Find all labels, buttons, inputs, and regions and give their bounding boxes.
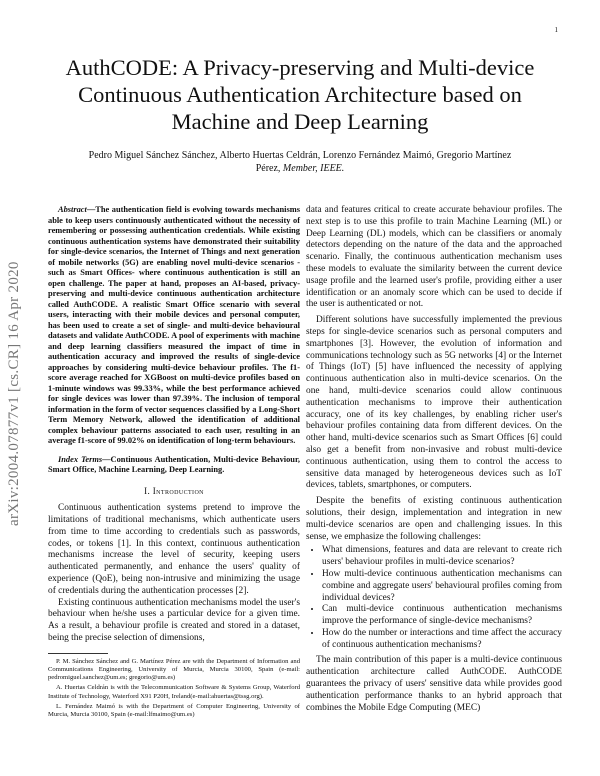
section-heading [48, 486, 300, 498]
challenge-list [306, 545, 562, 651]
page-number: 1 [554, 26, 558, 34]
paper-title: AuthCODE: A Privacy-preserving and Multi-device Continuous Authentication Architecture based on Machine and Deep Learning [65, 55, 535, 134]
section-number: I. [144, 485, 151, 496]
index-terms [48, 455, 300, 476]
author-names: Pedro Miguel Sánchez Sánchez, Alberto Huertas Celdrán, Lorenzo Fernández Maimó, Gregorio Martínez Pérez, [88, 150, 512, 174]
right-paragraph-2: Different solutions have successfully implemented the previous steps for single-device scenarios such as personal computers and smartphones [3]. However, the evolution of information and communications technology such as 5G networks [4] or the Internet of Things (IoT) [5] have influenced the necessity of applying continuous authentication also in multi-device scenarios. On the one hand, multi-device scenarios could allow continuous authentication mechanisms to improve their authentication accuracy, one of its key challenges, by enabling richer user's behaviour profiles containing data from different devices. On the other hand, multi-device scenarios such as Smart Offices [6] could also get a benefit from non-invasive and robust multi-device continuous authentication, using them to control the access to sensitive data managed by heterogeneous devices such as IoT devices, tablets, smartphones, or computers. [306, 315, 562, 491]
intro-paragraph-1: Continuous authentication systems pretend to improve the limitations of traditional mechanisms, which authenticate users from time to time according to credentials such as passwords, codes, or tokens [1]. In this context, continuous authentication mechanisms increase the level of security, keeping users authenticated permanently, and enhance the users' quality of experience (QoE), being non-intrusive and minimizing the usage of credentials during the authentication processes [2]. [48, 503, 300, 596]
footnote-2: A. Huertas Celdrán is with the Telecommunication Software & Systems Group, Waterford Institute of Technology, Waterford X91 P20H, Ireland(e-mail:ahuertas@tssg.org). [48, 684, 300, 700]
intro-paragraph-2: Existing continuous authentication mechanisms model the user's behaviour when he/she uses a particular device for a given time. As a result, a behaviour profile is created and stored in a dataset, being the precise selection of dimensions, [48, 597, 300, 644]
abstract [48, 205, 300, 447]
right-paragraph-1: data and features critical to create accurate behaviour profiles. The next step is to use this profile to train Machine Learning (ML) or Deep Learning (DL) models, which can be classifiers or anomaly detectors depending on the nature of the data and the approached scenario. Finally, the continuous authentication mechanism uses these models to evaluate the similarity between the current device usage profile and the learned user's profile, providing either a user identification or an anomaly score which can be used to decide if the user is authenticated or not. [306, 205, 562, 310]
challenge-item: • How multi-device continuous authentication mechanisms can combine and aggregate users' behavioural profiles coming from individual devices? [322, 569, 562, 604]
right-paragraph-3: Despite the benefits of existing continuous authentication solutions, their design, implementation and integration in new multi-device scenarios are open and challenging issues. In this sense, we emphasize the following challenges: [306, 496, 562, 542]
footnote-rule [48, 653, 108, 654]
challenge-item: • Can multi-device continuous authentication mechanisms improve the performance of single-device mechanisms? [322, 604, 562, 628]
abstract-label: Abstract [58, 205, 87, 214]
index-terms-label: Index Terms [58, 454, 103, 464]
footnote-1: P. M. Sánchez Sánchez and G. Martínez Pérez are with the Department of Information and Communications Engineering, University of Murcia, Murcia 30100, Spain (e-mail: pedromiguel.sanchez@um.es; gregorio@um.es) [48, 657, 300, 682]
challenge-item: • What dimensions, features and data are relevant to create rich users' behaviour profiles in multi-device scenarios? [322, 545, 562, 569]
left-column [48, 205, 300, 721]
right-column [306, 205, 562, 714]
abstract-text: —The authentication field is evolving towards mechanisms able to keep users continuously authenticated without the necessity of remembering or possessing authentication credentials. While existing continuous authentication systems have demonstrated their suitability for single-device scenarios, the Internet of Things and next generation of mobile networks (5G) are enabling novel multi-device scenarios -such as Smart Offices- where continuous authentication is still an open challenge. The paper at hand, proposes an AI-based, privacy-preserving and multi-device continuous authentication architecture called AuthCODE. A realistic Smart Office scenario with several users, interacting with their mobile devices and personal computer, has been used to create a set of single- and multi-device behavioural datasets and validate AuthCODE. A pool of experiments with machine and deep learning classifiers measured the impact of time in authentication accuracy and improved the results of single-device approaches by considering multi-device behaviour profiles. The f1-score average reached for XGBoost on multi-device profiles based on 1-minute windows was 99.33%, while the best performance achieved for single devices was lower than 97.39%. The inclusion of temporal information in the form of vector sequences classified by a Long-Short Term Memory Network, allowed the identification of additional complex behaviour patterns associated to each user, resulting in an average f1-score of 99.02% on identification of long-term behaviours. [48, 205, 300, 445]
index-terms-text: —Continuous Authentication, Multi-device Behaviour, Smart Office, Machine Learning, Deep Learning. [48, 454, 300, 474]
footnote-3: L. Fernández Maimó is with the Department of Computer Engineering, University of Murcia, Murcia 30100, Spain (e-mail:lfmaimo@um.es) [48, 702, 300, 719]
right-paragraph-4: The main contribution of this paper is a multi-device continuous authentication architecture called AuthCODE. AuthCODE guarantees the privacy of users' sensitive data while provides good authentication performance thanks to an hybrid approach that combines the Mobile Edge Computing (MEC) [306, 655, 562, 713]
author-membership: Member, IEEE. [282, 163, 345, 174]
section-title: Introduction [152, 485, 204, 496]
author-list [80, 149, 520, 175]
challenge-item: • How do the number or interactions and time affect the accuracy of continuous authentication mechanisms? [322, 628, 562, 652]
arxiv-stamp: arXiv:2004.07877v1 [cs.CR] 16 Apr 2020 [6, 261, 22, 527]
